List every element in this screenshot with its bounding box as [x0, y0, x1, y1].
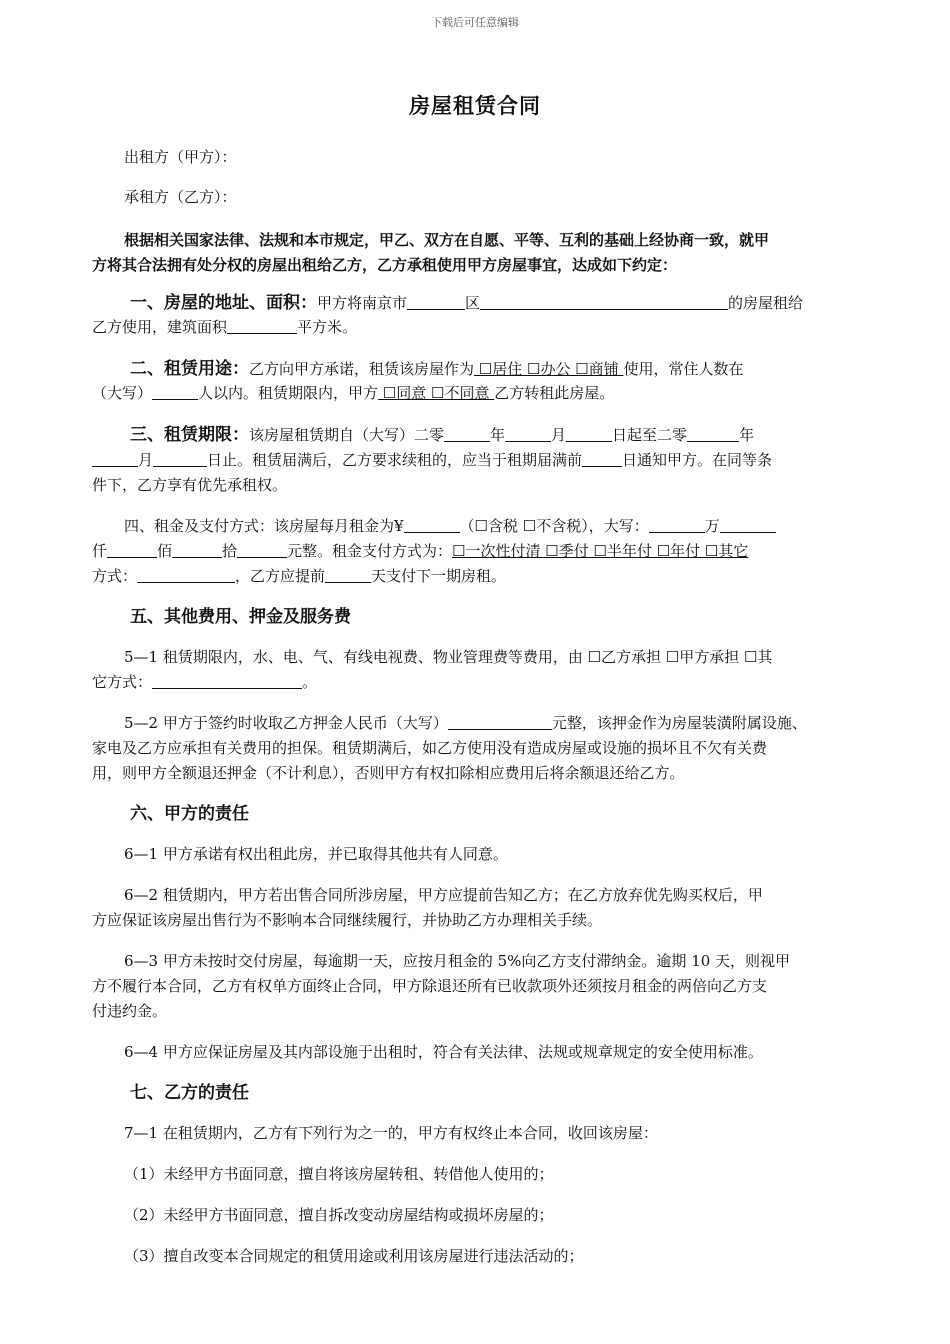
section-1-line-1 [130, 292, 900, 314]
s3-text-d: 日起至二零 [612, 426, 688, 444]
section-1-line-2 [92, 316, 862, 338]
section-4-line-2 [92, 540, 862, 562]
area-blank[interactable] [227, 318, 297, 334]
rent-yuan-blank[interactable] [237, 542, 287, 558]
page-header-note: 下载后可任意编辑 [431, 16, 519, 29]
s1-text-c: 的房屋租给 [728, 294, 804, 312]
rent-qian-blank[interactable] [720, 517, 776, 533]
payment-method-blank[interactable] [137, 567, 235, 583]
district-blank[interactable] [407, 294, 465, 310]
s4-text-i: ，乙方应提前 [235, 567, 326, 585]
s5-p1c: 。 [302, 673, 318, 691]
s5-p1b: 它方式： [92, 673, 153, 691]
s5-p2a: 5—2 甲方于签约时收取乙方押金人民币（大写） [124, 714, 448, 732]
notice-days-blank[interactable] [582, 451, 622, 467]
s2-text-a: 乙方向甲方承诺，租赁该房屋作为 [249, 360, 475, 378]
s2-text-d: 人以内。租赁期限内，甲方 [198, 384, 379, 402]
end-year-blank[interactable] [687, 426, 739, 442]
advance-days-blank[interactable] [325, 567, 371, 583]
s4-text-g: 元整。租金支付方式为： [287, 542, 453, 560]
s4-text-e: 佰 [157, 542, 173, 560]
s4-text-c: 万 [704, 517, 720, 535]
section-2-line-2 [92, 382, 862, 404]
s3-text-g: 日止。租赁届满后，乙方要求续租的，应当于租期届满前 [207, 451, 583, 469]
address-blank[interactable] [480, 294, 728, 310]
party-b-line [124, 186, 862, 208]
usage-options[interactable]: ☐居住 ☐办公 ☐商铺 [474, 360, 624, 378]
clause-7-1-item-1: （1）未经甲方书面同意，擅自将该房屋转租、转借他人使用的； [124, 1165, 554, 1183]
clause-6-2-line-2: 方应保证该房屋出售行为不影响本合同继续履行，并协助乙方办理相关手续。 [92, 911, 603, 929]
residents-blank[interactable] [152, 384, 198, 400]
section-4-line-1 [124, 515, 894, 537]
s2-text-b: 使用，常住人数在 [623, 360, 744, 378]
section-5-heading: 五、其他费用、押金及服务费 [130, 607, 351, 627]
section-4-line-3 [92, 565, 862, 587]
clause-6-1: 6—1 甲方承诺有权出租此房，并已取得其他共有人同意。 [124, 845, 508, 863]
s3-text-b: 年 [490, 426, 506, 444]
intro-line-1: 根据相关国家法律、法规和本市规定，甲乙、双方在自愿、平等、互利的基础上经协商一致，就甲 [124, 231, 770, 249]
party-b-label: 承租方（乙方）： [124, 188, 237, 206]
deposit-amount-blank[interactable] [448, 714, 552, 730]
clause-5-1-line-1: 5—1 租赁期限内，水、电、气、有线电视费、物业管理费等费用，由 ☐乙方承担 ☐甲方承担 ☐其 [124, 648, 773, 666]
other-method-blank[interactable] [152, 673, 302, 689]
rent-bai-blank[interactable] [107, 542, 157, 558]
clause-6-2-line-1: 6—2 租赁期内，甲方若出售合同所涉房屋，甲方应提前告知乙方；在乙方放弃优先购买权后，甲 [124, 886, 763, 904]
clause-5-2-line-2: 家电及乙方应承担有关费用的担保。租赁期满后，如乙方使用没有造成房屋或设施的损坏且不欠有关费 [92, 739, 768, 757]
s3-text-h: 日通知甲方。在同等条 [622, 451, 773, 469]
section-6-heading: 六、甲方的责任 [130, 804, 249, 824]
clause-6-3-line-3: 付违约金。 [92, 1002, 168, 1020]
s4-text-f: 拾 [222, 542, 238, 560]
s2-text-e: 乙方转租此房屋。 [494, 384, 615, 402]
end-month-blank[interactable] [92, 451, 138, 467]
section-3-line-2 [92, 449, 862, 471]
rent-amount-blank[interactable] [404, 517, 460, 533]
clause-5-2-line-1 [124, 712, 862, 734]
clause-5-2-line-3: 用，则甲方全额退还押金（不计利息），否则甲方有权扣除相应费用后将余额退还给乙方。 [92, 764, 685, 782]
s3-text-f: 月 [138, 451, 154, 469]
clause-7-1: 7—1 在租赁期内，乙方有下列行为之一的，甲方有权终止本合同，收回该房屋： [124, 1124, 658, 1142]
s1-text-a: 甲方将南京市 [317, 294, 408, 312]
s4-text-d: 仟 [92, 542, 108, 560]
section-2-heading: 二、租赁用途： [130, 359, 249, 379]
rent-wan-blank[interactable] [649, 517, 705, 533]
section-2-line-1 [130, 358, 900, 380]
section-3-heading: 三、租赁期限： [130, 425, 249, 445]
clause-6-3-line-1: 6—3 甲方未按时交付房屋，每逾期一天，应按月租金的 5%向乙方支付滞纳金。逾期 10 天，则视甲 [124, 952, 791, 970]
s1-text-b: 区 [465, 294, 481, 312]
section-3-line-3: 件下，乙方享有优先承租权。 [92, 476, 288, 494]
section-3-line-1 [130, 424, 900, 446]
s2-text-c: （大写） [92, 384, 153, 402]
s4-text-a: 四、租金及支付方式：该房屋每月租金为¥ [124, 517, 404, 535]
s1-text-d: 乙方使用，建筑面积 [92, 318, 228, 336]
clause-5-1-line-2 [92, 671, 862, 693]
section-1-heading: 一、房屋的地址、面积： [130, 293, 317, 313]
s3-text-a: 该房屋租赁期自（大写）二零 [249, 426, 445, 444]
start-month-blank[interactable] [505, 426, 551, 442]
clause-7-1-item-2: （2）未经甲方书面同意，擅自拆改变动房屋结构或损坏房屋的； [124, 1206, 554, 1224]
s5-p2b: 元整，该押金作为房屋装潢附属设施、 [551, 714, 807, 732]
payment-options[interactable]: ☐一次性付清 ☐季付 ☐半年付 ☐年付 ☐其它 [452, 542, 749, 560]
s3-text-e: 年 [739, 426, 755, 444]
party-a-label: 出租方（甲方）： [124, 148, 237, 166]
intro-line-2: 方将其合法拥有处分权的房屋出租给乙方，乙方承租使用甲方房屋事宜，达成如下约定： [92, 256, 678, 274]
clause-7-1-item-3: （3）擅自改变本合同规定的租赁用途或利用该房屋进行违法活动的； [124, 1247, 584, 1265]
document-title: 房屋租赁合同 [409, 94, 541, 118]
section-7-heading: 七、乙方的责任 [130, 1083, 249, 1103]
s4-text-h: 方式： [92, 567, 138, 585]
start-day-blank[interactable] [566, 426, 612, 442]
clause-6-3-line-2: 方不履行本合同，乙方有权单方面终止合同，甲方除退还所有已收款项外还须按月租金的两倍向乙方支 [92, 977, 768, 995]
s4-text-j: 天支付下一期房租。 [371, 567, 507, 585]
s1-text-e: 平方米。 [297, 318, 358, 336]
sublet-options[interactable]: ☐同意 ☐不同意 [378, 384, 495, 402]
start-year-blank[interactable] [444, 426, 490, 442]
s4-text-b: （☐含税 ☐不含税），大写： [459, 517, 649, 535]
s3-text-c: 月 [551, 426, 567, 444]
clause-6-4: 6—4 甲方应保证房屋及其内部设施于出租时，符合有关法律、法规或规章规定的安全使用标准。 [124, 1043, 763, 1061]
end-day-blank[interactable] [153, 451, 207, 467]
rent-shi-blank[interactable] [172, 542, 222, 558]
party-a-line [124, 146, 862, 168]
